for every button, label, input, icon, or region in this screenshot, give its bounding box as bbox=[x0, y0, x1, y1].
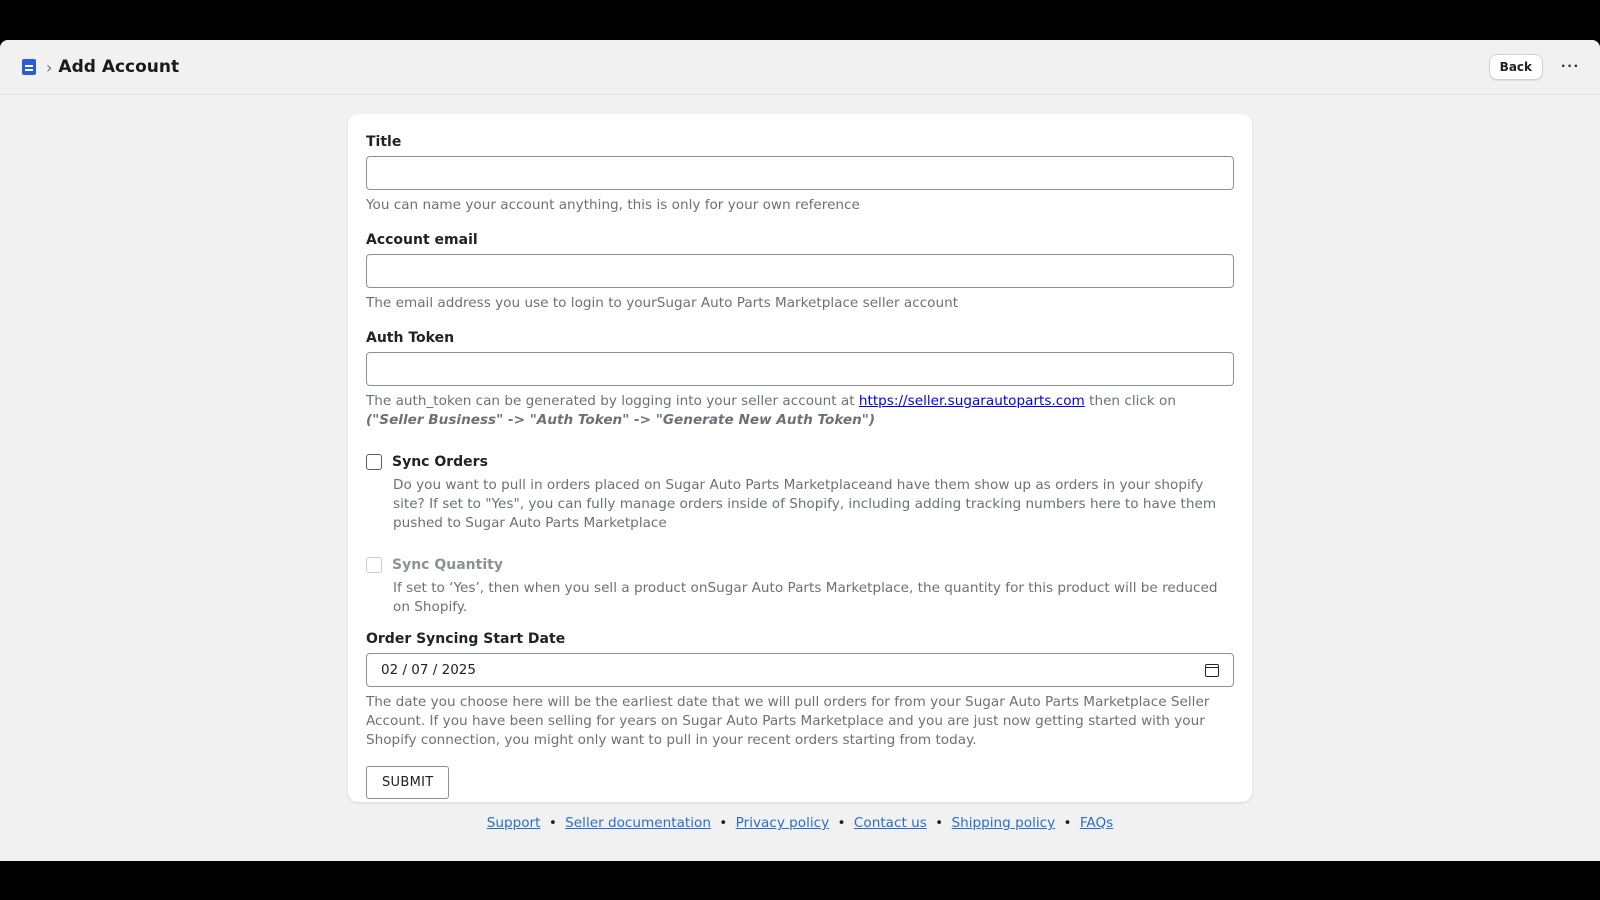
start-date-value[interactable]: 02 / 07 / 2025 bbox=[381, 662, 476, 678]
chevron-right-icon: › bbox=[46, 57, 53, 77]
footer-separator: • bbox=[1063, 815, 1072, 831]
sync-quantity-row[interactable] bbox=[366, 557, 1234, 573]
sync-quantity-label[interactable]: Sync Quantity bbox=[392, 557, 503, 573]
sync-orders-help: Do you want to pull in orders placed on Sugar Auto Parts Marketplaceand have them show up as orders in your shopify site? If set to "Yes", you can fully manage orders inside of Shopify, including adding tracking numbers here to have them pushed to Sugar Auto Parts Marketplace bbox=[393, 477, 1217, 531]
footer-link-seller-documentation[interactable]: Seller documentation bbox=[565, 815, 711, 831]
sync-orders-group bbox=[366, 454, 1234, 533]
sync-quantity-checkbox[interactable] bbox=[366, 557, 382, 573]
more-actions-icon[interactable]: ··· bbox=[1557, 58, 1584, 76]
email-group bbox=[366, 232, 1234, 313]
footer-separator: • bbox=[935, 815, 944, 831]
start-date-label: Order Syncing Start Date bbox=[366, 631, 566, 647]
auth-token-input[interactable] bbox=[366, 352, 1234, 386]
footer-separator: • bbox=[837, 815, 846, 831]
title-group bbox=[366, 134, 1234, 215]
submit-button[interactable]: SUBMIT bbox=[366, 766, 449, 799]
token-group bbox=[366, 330, 1234, 430]
page-title: Add Account bbox=[58, 57, 180, 77]
top-bar bbox=[0, 40, 1600, 95]
footer-links bbox=[0, 815, 1600, 831]
title-label: Title bbox=[366, 134, 402, 150]
footer-link-privacy-policy[interactable]: Privacy policy bbox=[735, 815, 830, 831]
token-help bbox=[366, 392, 1234, 430]
add-account-form bbox=[348, 114, 1252, 802]
start-date-input[interactable] bbox=[366, 653, 1234, 687]
back-button[interactable]: Back bbox=[1489, 54, 1543, 80]
sync-orders-label[interactable]: Sync Orders bbox=[392, 454, 488, 470]
sync-quantity-help: If set to ‘Yes’, then when you sell a product onSugar Auto Parts Marketplace, the quantity for this product will be reduced on Shopify. bbox=[393, 580, 1218, 615]
email-help: The email address you use to login to yourSugar Auto Parts Marketplace seller account bbox=[366, 295, 959, 311]
start-date-help: The date you choose here will be the earliest date that we will pull orders for from your Sugar Auto Parts Marketplace Seller Account. If you have been selling for years on Sugar Auto Parts Marketplace and you are just now getting started with your Shopify connection, you might only want to pull in your recent orders starting from today. bbox=[366, 694, 1210, 748]
footer-separator: • bbox=[548, 815, 557, 831]
start-date-group bbox=[366, 631, 1234, 750]
title-input[interactable] bbox=[366, 156, 1234, 190]
token-help-steps: ("Seller Business" -> "Auth Token" -> "Generate New Auth Token") bbox=[366, 412, 876, 428]
footer-link-support[interactable]: Support bbox=[486, 815, 541, 831]
footer-link-faqs[interactable]: FAQs bbox=[1079, 815, 1114, 831]
seller-portal-link[interactable]: https://seller.sugarautoparts.com bbox=[858, 393, 1085, 409]
app-icon[interactable] bbox=[22, 59, 36, 75]
token-help-prefix: The auth_token can be generated by logging into your seller account at bbox=[366, 393, 859, 409]
app-frame bbox=[0, 40, 1600, 861]
calendar-icon[interactable] bbox=[1205, 664, 1219, 677]
sync-orders-row[interactable] bbox=[366, 454, 1234, 470]
title-help: You can name your account anything, this is only for your own reference bbox=[366, 197, 860, 213]
footer-link-shipping-policy[interactable]: Shipping policy bbox=[951, 815, 1056, 831]
sync-orders-checkbox[interactable] bbox=[366, 454, 382, 470]
token-help-middle: then click on bbox=[1084, 393, 1176, 409]
sync-quantity-group bbox=[366, 557, 1234, 617]
footer-link-contact-us[interactable]: Contact us bbox=[853, 815, 927, 831]
email-input[interactable] bbox=[366, 254, 1234, 288]
email-label: Account email bbox=[366, 232, 478, 248]
footer-separator: • bbox=[719, 815, 728, 831]
token-label: Auth Token bbox=[366, 330, 455, 346]
